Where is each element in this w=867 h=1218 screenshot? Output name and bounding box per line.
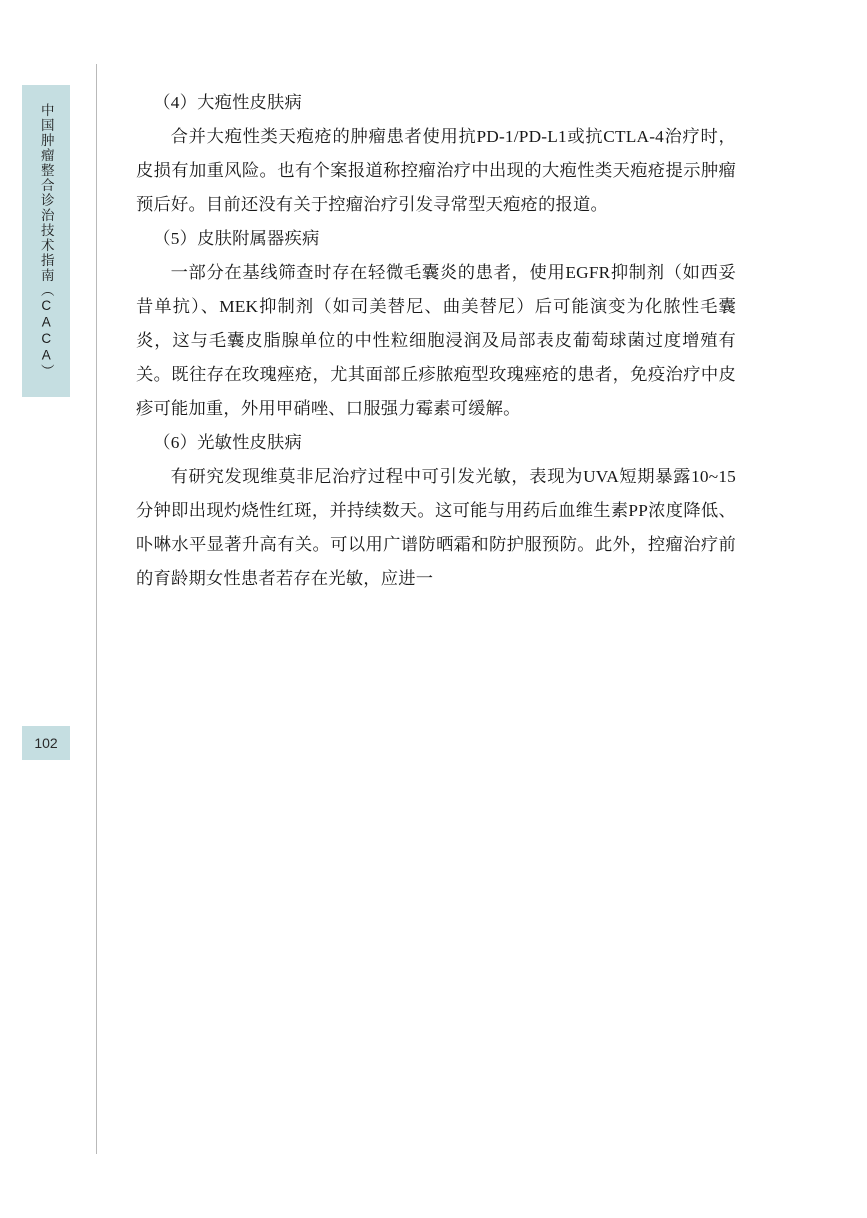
- page-number-text: 102: [34, 735, 58, 751]
- running-title-text: 中国肿瘤整合诊治技术指南（CACA）: [38, 103, 54, 379]
- section-heading: （6）光敏性皮肤病: [153, 433, 302, 452]
- column-divider-rule: [96, 64, 97, 1154]
- body-paragraph: 有研究发现维莫非尼治疗过程中可引发光敏，表现为UVA短期暴露10~15分钟即出现灼烧性红斑，并持续数天。这可能与用药后血维生素PP浓度降低、卟啉水平显著升高有关。可以用广谱防晒霜和防护服预防。此外，控瘤治疗前的育龄期女性患者若存在光敏，应进一: [136, 467, 736, 588]
- body-text-column: [136, 86, 736, 596]
- body-paragraph: 合并大疱性类天疱疮的肿瘤患者使用抗PD-1/PD-L1或抗CTLA-4治疗时，皮损有加重风险。也有个案报道称控瘤治疗中出现的大疱性类天疱疮提示肿瘤预后好。目前还没有关于控瘤治疗引发寻常型天疱疮的报道。: [136, 127, 736, 214]
- section-heading: （5）皮肤附属器疾病: [153, 229, 320, 248]
- section-heading: （4）大疱性皮肤病: [153, 93, 302, 112]
- running-title-tab: [22, 85, 70, 397]
- body-paragraph: 一部分在基线筛查时存在轻微毛囊炎的患者，使用EGFR抑制剂（如西妥昔单抗）、MEK抑制剂（如司美替尼、曲美替尼）后可能演变为化脓性毛囊炎，这与毛囊皮脂腺单位的中性粒细胞浸润及局部表皮葡萄球菌过度增殖有关。既往存在玫瑰痤疮，尤其面部丘疹脓疱型玫瑰痤疮的患者，免疫治疗中皮疹可能加重，外用甲硝唑、口服强力霉素可缓解。: [136, 263, 736, 418]
- page-number-badge: [22, 726, 70, 760]
